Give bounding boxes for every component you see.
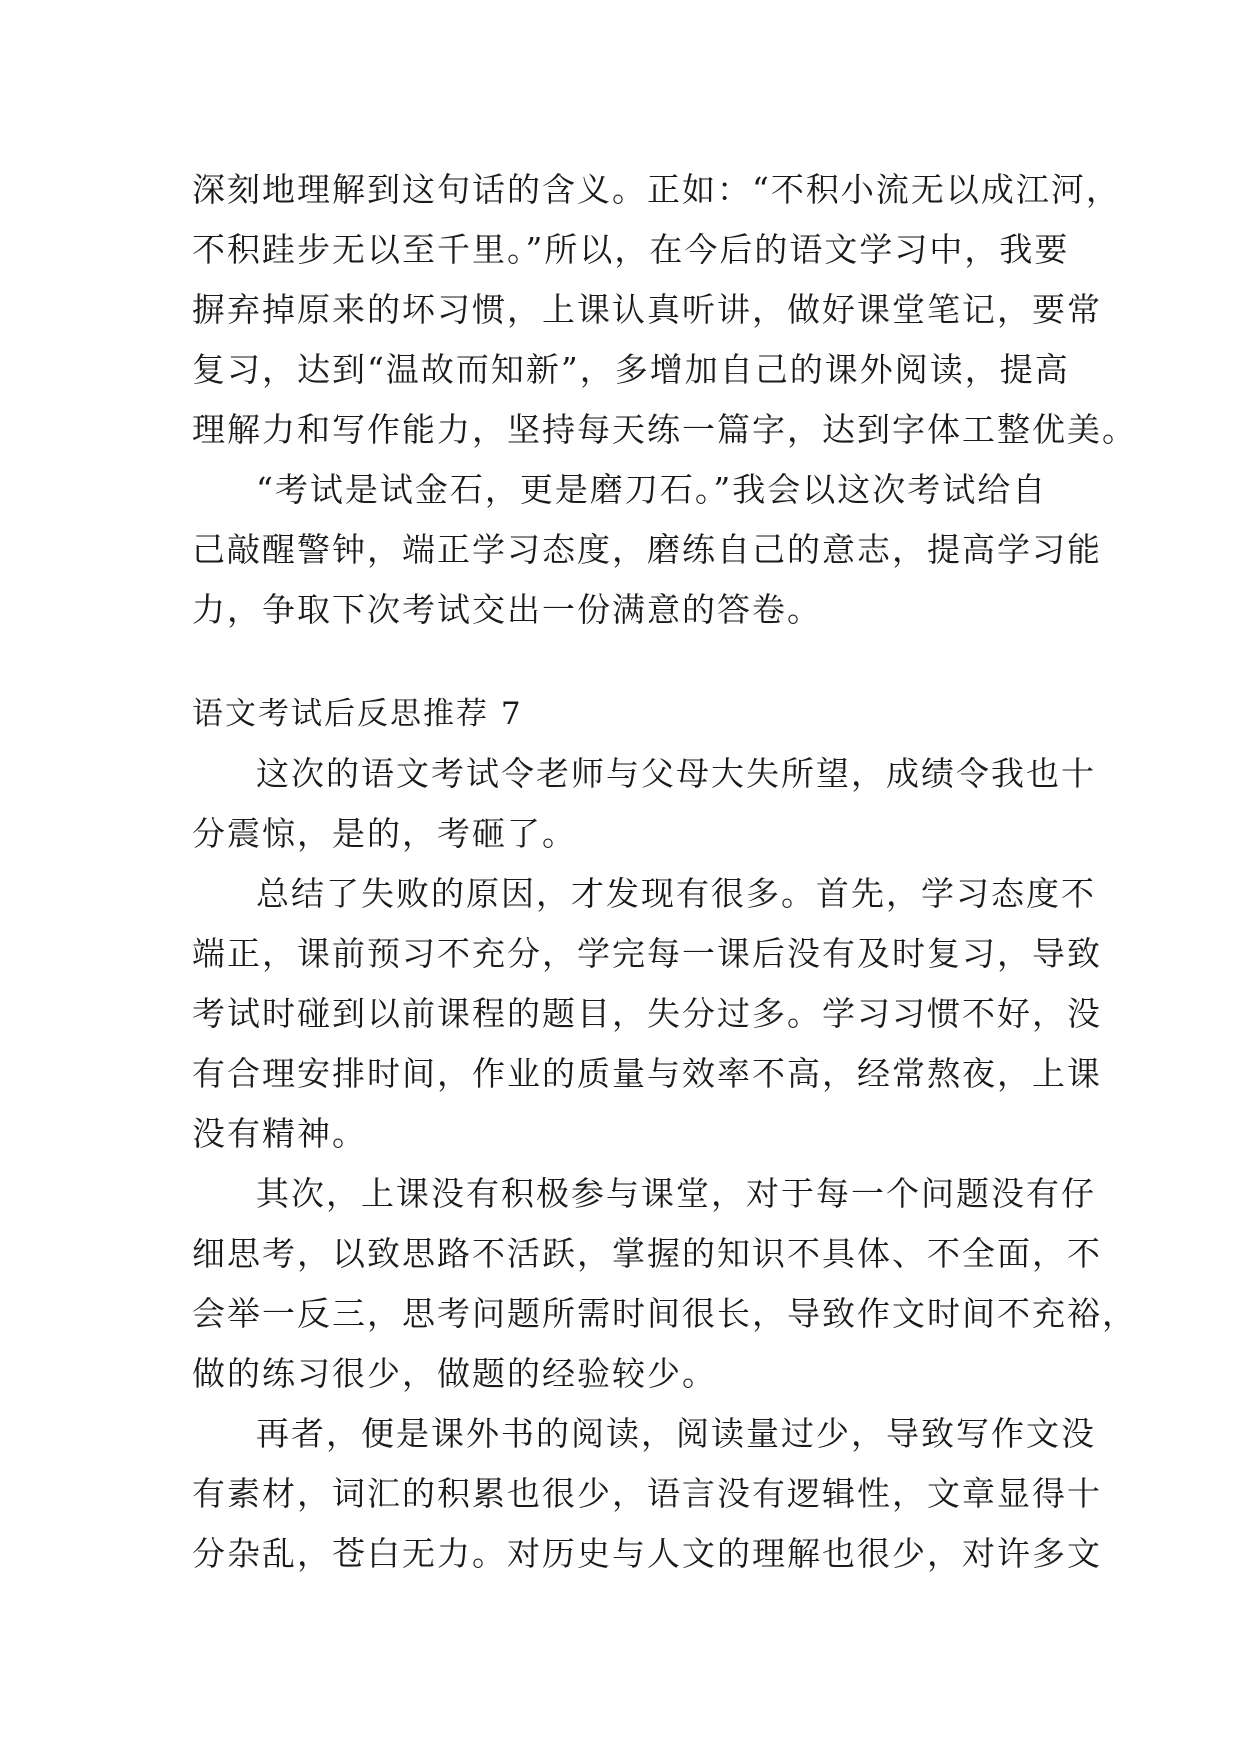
text-line: 考试时碰到以前课程的题目，失分过多。学习习惯不好，没 — [192, 994, 1102, 1033]
text-line: 端正，课前预习不充分，学完每一课后没有及时复习，导致 — [192, 934, 1102, 973]
text-line: 分震惊，是的，考砸了。 — [192, 814, 577, 853]
text-line: 会举一反三，思考问题所需时间很长，导致作文时间不充裕， — [192, 1294, 1137, 1333]
text-line: 力，争取下次考试交出一份满意的答卷。 — [192, 590, 822, 629]
text-line: 理解力和写作能力，坚持每天练一篇字，达到字体工整优美。 — [192, 410, 1137, 449]
text-line: 这次的语文考试令老师与父母大失所望，成绩令我也十 — [256, 754, 1096, 793]
text-line: 没有精神。 — [192, 1114, 367, 1153]
text-line: 总结了失败的原因，才发现有很多。首先，学习态度不 — [256, 874, 1096, 913]
paragraph-block-2 — [192, 744, 1137, 1584]
text-line: 深刻地理解到这句话的含义。正如：“不积小流无以成江河， — [192, 170, 1121, 209]
text-line: “考试是试金石，更是磨刀石。”我会以这次考试给自 — [256, 470, 1048, 509]
text-line: 再者，便是课外书的阅读，阅读量过少，导致写作文没 — [256, 1414, 1096, 1453]
text-line: 己敲醒警钟，端正学习态度，磨练自己的意志，提高学习能 — [192, 530, 1102, 569]
text-line: 有合理安排时间，作业的质量与效率不高，经常熬夜，上课 — [192, 1054, 1102, 1093]
paragraph-block-1 — [192, 160, 1137, 640]
text-line: 复习，达到“温故而知新”，多增加自己的课外阅读，提高 — [192, 350, 1070, 389]
text-line: 摒弃掉原来的坏习惯，上课认真听讲，做好课堂笔记，要常 — [192, 290, 1102, 329]
text-line: 细思考，以致思路不活跃，掌握的知识不具体、不全面，不 — [192, 1234, 1102, 1273]
text-line: 有素材，词汇的积累也很少，语言没有逻辑性，文章显得十 — [192, 1474, 1102, 1513]
text-line: 其次，上课没有积极参与课堂，对于每一个问题没有仔 — [256, 1174, 1096, 1213]
text-line: 不积跬步无以至千里。”所以，在今后的语文学习中，我要 — [192, 230, 1070, 269]
section-heading: 语文考试后反思推荐 7 — [192, 696, 523, 732]
text-line: 做的练习很少，做题的经验较少。 — [192, 1354, 717, 1393]
text-line: 分杂乱，苍白无力。对历史与人文的理解也很少，对许多文 — [192, 1534, 1102, 1573]
